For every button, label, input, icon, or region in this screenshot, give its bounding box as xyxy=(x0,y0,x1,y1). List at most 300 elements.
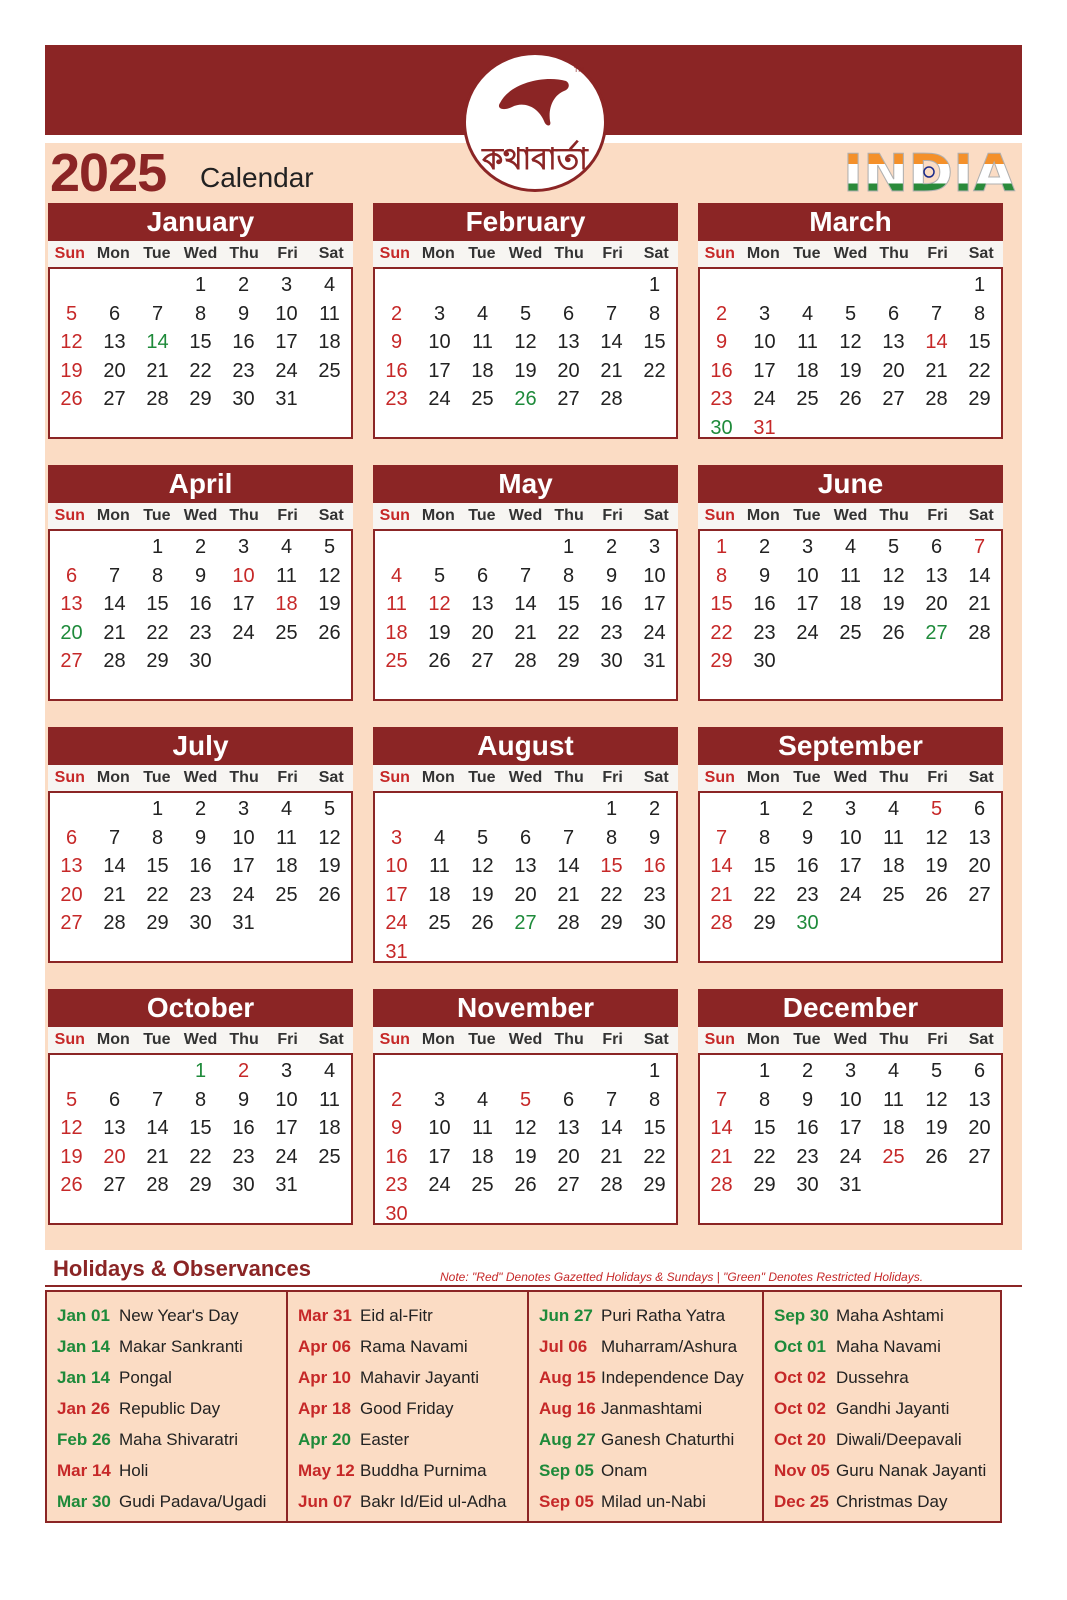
day-cell: 24 xyxy=(428,388,451,410)
weekday-header xyxy=(48,503,353,529)
day-cell: 8 xyxy=(194,302,207,325)
day-cell: 26 xyxy=(60,388,83,410)
weekday-label: Sat xyxy=(643,1031,669,1048)
day-cell: 22 xyxy=(189,359,212,382)
day-cell: 23 xyxy=(385,388,408,410)
day-cell: 1 xyxy=(715,536,728,558)
holiday-name: Republic Day xyxy=(119,1398,221,1418)
day-cell: 27 xyxy=(968,883,991,906)
day-cell: 4 xyxy=(476,302,489,325)
day-cell: 13 xyxy=(514,855,537,877)
weekday-label: Thu xyxy=(879,507,909,524)
day-cell: 19 xyxy=(514,359,537,382)
empty-cell xyxy=(50,795,93,824)
day-cell: 11 xyxy=(883,826,904,849)
day-cell: 9 xyxy=(390,331,403,353)
day-cell: 22 xyxy=(968,359,991,382)
day-cell: 7 xyxy=(930,302,943,325)
day-cell: 3 xyxy=(844,1060,857,1082)
weekday-header xyxy=(48,1027,353,1053)
day-cell: 8 xyxy=(151,826,164,849)
weekday-label: Fri xyxy=(277,245,298,262)
day-grid xyxy=(48,267,353,439)
day-cell: 28 xyxy=(146,1174,169,1196)
month-november xyxy=(373,989,678,1235)
day-cell: 21 xyxy=(103,883,126,906)
holiday-name: Gandhi Jayanti xyxy=(836,1398,950,1418)
day-cell: 15 xyxy=(557,593,580,615)
empty-cell xyxy=(461,271,504,300)
day-cell: 31 xyxy=(385,940,408,963)
day-cell: 30 xyxy=(796,1174,819,1196)
holiday-date: Aug 27 xyxy=(539,1429,596,1449)
day-cell: 6 xyxy=(519,826,532,849)
holiday-date: Sep 30 xyxy=(774,1305,829,1325)
day-cell: 25 xyxy=(882,883,905,906)
weekday-label: Thu xyxy=(554,769,584,786)
day-cell: 16 xyxy=(796,1117,819,1139)
day-cell: 6 xyxy=(108,1088,121,1111)
holiday-row xyxy=(47,1424,286,1455)
month-may xyxy=(373,465,678,711)
day-cell: 14 xyxy=(968,564,991,587)
day-cell: 19 xyxy=(318,593,341,615)
day-cell: 10 xyxy=(839,1088,862,1111)
day-cell: 30 xyxy=(232,1174,255,1196)
day-cell: 18 xyxy=(318,331,341,353)
day-cell: 27 xyxy=(557,1174,580,1196)
holiday-name: Holi xyxy=(119,1460,149,1480)
holiday-date: Jan 14 xyxy=(57,1367,110,1387)
month-title: March xyxy=(698,203,1003,241)
month-march xyxy=(698,203,1003,449)
holiday-row xyxy=(47,1455,286,1486)
holiday-row xyxy=(47,1362,286,1393)
weekday-label: Tue xyxy=(793,245,821,262)
day-cell: 16 xyxy=(385,1145,408,1168)
day-cell: 2 xyxy=(390,302,403,325)
day-cell: 19 xyxy=(318,855,341,877)
holiday-name: Muharram/Ashura xyxy=(601,1336,738,1356)
holiday-name: Christmas Day xyxy=(836,1491,948,1511)
day-cell: 22 xyxy=(753,1145,776,1168)
day-cell: 17 xyxy=(275,1117,298,1139)
empty-cell xyxy=(743,271,786,300)
empty-cell xyxy=(375,271,418,300)
month-title: July xyxy=(48,727,353,765)
weekday-label: Thu xyxy=(229,245,259,262)
weekday-label: Wed xyxy=(833,1031,868,1048)
day-cell: 4 xyxy=(887,1060,900,1082)
day-cell: 7 xyxy=(605,1088,618,1111)
day-cell: 5 xyxy=(65,302,78,325)
day-cell: 23 xyxy=(600,621,623,644)
holiday-name: Puri Ratha Yatra xyxy=(601,1305,726,1325)
day-cell: 18 xyxy=(318,1117,341,1139)
day-cell: 21 xyxy=(103,621,126,644)
day-cell: 30 xyxy=(189,912,212,934)
day-cell: 12 xyxy=(839,331,862,353)
day-cell: 18 xyxy=(471,359,494,382)
day-cell: 11 xyxy=(276,826,297,849)
day-cell: 3 xyxy=(390,826,403,849)
month-february xyxy=(373,203,678,449)
holiday-row xyxy=(529,1424,762,1455)
empty-cell xyxy=(50,271,93,300)
holiday-name: Easter xyxy=(360,1429,410,1449)
weekday-label: Wed xyxy=(833,507,868,524)
day-cell: 22 xyxy=(189,1145,212,1168)
empty-cell xyxy=(700,795,743,824)
month-january xyxy=(48,203,353,449)
holiday-column xyxy=(529,1292,764,1521)
weekday-label: Tue xyxy=(143,1031,171,1048)
day-cell: 5 xyxy=(519,1088,532,1111)
day-cell: 20 xyxy=(60,621,83,644)
weekday-label: Sun xyxy=(704,1031,735,1048)
holiday-date: Feb 26 xyxy=(57,1429,111,1449)
empty-cell xyxy=(547,271,590,300)
day-cell: 11 xyxy=(319,302,340,325)
day-cell: 11 xyxy=(429,855,450,877)
month-title: September xyxy=(698,727,1003,765)
day-cell: 6 xyxy=(65,564,78,587)
holiday-name: Maha Ashtami xyxy=(836,1305,944,1325)
day-cell: 4 xyxy=(280,798,293,820)
weekday-label: Thu xyxy=(229,769,259,786)
empty-cell xyxy=(700,271,743,300)
day-cell: 27 xyxy=(968,1145,991,1168)
day-cell: 26 xyxy=(839,388,862,410)
day-cell: 13 xyxy=(60,855,83,877)
day-cell: 17 xyxy=(428,1145,451,1168)
logo-wordmark: কথাবার্তা xyxy=(482,142,588,177)
day-cell: 30 xyxy=(643,912,666,934)
day-cell: 29 xyxy=(600,912,623,934)
empty-cell xyxy=(93,271,136,300)
day-cell: 19 xyxy=(514,1145,537,1168)
day-cell: 10 xyxy=(428,331,451,353)
day-cell: 1 xyxy=(973,274,986,296)
day-cell: 12 xyxy=(514,331,537,353)
holiday-row xyxy=(288,1331,527,1362)
holiday-row xyxy=(288,1486,527,1517)
day-cell: 1 xyxy=(605,798,618,820)
holiday-date: Apr 10 xyxy=(298,1367,351,1387)
holiday-row xyxy=(529,1486,762,1517)
day-cell: 4 xyxy=(433,826,446,849)
empty-cell xyxy=(461,795,504,824)
holiday-row xyxy=(764,1300,1000,1331)
weekday-label: Wed xyxy=(833,769,868,786)
day-cell: 28 xyxy=(103,912,126,934)
weekday-label: Tue xyxy=(793,1031,821,1048)
empty-cell xyxy=(504,533,547,562)
empty-cell xyxy=(50,533,93,562)
day-cell: 26 xyxy=(60,1174,83,1196)
day-cell: 13 xyxy=(557,1117,580,1139)
day-cell: 16 xyxy=(232,331,255,353)
holiday-date: Jun 27 xyxy=(539,1305,593,1325)
day-cell: 28 xyxy=(600,388,623,410)
holiday-column xyxy=(47,1292,288,1521)
day-grid xyxy=(373,267,678,439)
holiday-date: Aug 16 xyxy=(539,1398,596,1418)
weekday-label: Mon xyxy=(96,769,130,786)
day-cell: 12 xyxy=(514,1117,537,1139)
weekday-label: Sun xyxy=(54,769,85,786)
day-cell: 4 xyxy=(887,798,900,820)
day-cell: 30 xyxy=(385,1202,408,1225)
day-cell: 10 xyxy=(385,855,408,877)
weekday-label: Sun xyxy=(379,769,410,786)
day-cell: 24 xyxy=(839,883,862,906)
empty-cell xyxy=(375,533,418,562)
day-cell: 9 xyxy=(758,564,771,587)
holiday-name: Dussehra xyxy=(836,1367,909,1387)
weekday-label: Mon xyxy=(421,507,455,524)
day-cell: 20 xyxy=(557,359,580,382)
day-cell: 5 xyxy=(323,798,336,820)
month-title: November xyxy=(373,989,678,1027)
day-cell: 3 xyxy=(801,536,814,558)
empty-cell xyxy=(418,533,461,562)
day-cell: 11 xyxy=(472,1117,493,1139)
day-cell: 17 xyxy=(839,1117,862,1139)
weekday-label: Sun xyxy=(704,769,735,786)
day-cell: 10 xyxy=(753,331,776,353)
day-cell: 28 xyxy=(146,388,169,410)
day-cell: 17 xyxy=(796,593,819,615)
day-cell: 8 xyxy=(758,826,771,849)
day-cell: 8 xyxy=(648,302,661,325)
day-cell: 11 xyxy=(883,1088,904,1111)
day-cell: 22 xyxy=(643,1145,666,1168)
day-cell: 22 xyxy=(146,883,169,906)
weekday-label: Tue xyxy=(468,769,496,786)
day-cell: 22 xyxy=(753,883,776,906)
day-cell: 11 xyxy=(386,593,407,615)
day-cell: 26 xyxy=(514,388,537,410)
country-name: INDIA xyxy=(843,147,1015,197)
weekday-label: Wed xyxy=(508,1031,543,1048)
month-august xyxy=(373,727,678,973)
month-september xyxy=(698,727,1003,973)
holiday-name: Ganesh Chaturthi xyxy=(601,1429,735,1449)
day-cell: 6 xyxy=(562,302,575,325)
day-cell: 22 xyxy=(557,621,580,644)
weekday-label: Wed xyxy=(508,769,543,786)
holiday-date: Sep 05 xyxy=(539,1460,594,1480)
day-cell: 4 xyxy=(323,274,336,296)
day-cell: 18 xyxy=(275,855,298,877)
day-cell: 31 xyxy=(643,650,666,672)
day-cell: 24 xyxy=(428,1174,451,1196)
day-cell: 26 xyxy=(925,1145,948,1168)
empty-cell xyxy=(461,1057,504,1086)
day-cell: 24 xyxy=(753,388,776,410)
day-cell: 17 xyxy=(643,593,666,615)
holiday-date: Jan 14 xyxy=(57,1336,110,1356)
empty-cell xyxy=(504,795,547,824)
day-cell: 29 xyxy=(643,1174,666,1196)
day-cell: 28 xyxy=(925,388,948,410)
day-cell: 8 xyxy=(605,826,618,849)
day-cell: 17 xyxy=(839,855,862,877)
day-cell: 30 xyxy=(710,416,733,439)
day-cell: 24 xyxy=(839,1145,862,1168)
holiday-row xyxy=(764,1486,1000,1517)
day-cell: 14 xyxy=(514,593,537,615)
day-cell: 27 xyxy=(557,388,580,410)
day-grid xyxy=(373,1053,678,1225)
day-cell: 2 xyxy=(715,302,728,325)
holiday-name: Maha Shivaratri xyxy=(119,1429,239,1449)
day-cell: 18 xyxy=(839,593,862,615)
day-cell: 22 xyxy=(600,883,623,906)
month-title: June xyxy=(698,465,1003,503)
weekday-label: Sun xyxy=(54,1031,85,1048)
day-cell: 15 xyxy=(146,855,169,877)
holiday-row xyxy=(764,1393,1000,1424)
day-cell: 29 xyxy=(753,912,776,934)
weekday-label: Mon xyxy=(421,1031,455,1048)
day-cell: 12 xyxy=(428,593,451,615)
day-cell: 30 xyxy=(232,388,255,410)
empty-cell xyxy=(872,271,915,300)
holiday-date: Mar 30 xyxy=(57,1491,111,1511)
day-cell: 9 xyxy=(801,1088,814,1111)
empty-cell xyxy=(786,271,829,300)
day-cell: 19 xyxy=(60,1145,83,1168)
holiday-name: Diwali/Deepavali xyxy=(836,1429,962,1449)
weekday-header xyxy=(698,765,1003,791)
weekday-label: Tue xyxy=(143,245,171,262)
day-cell: 25 xyxy=(882,1145,905,1168)
day-cell: 3 xyxy=(237,536,250,558)
day-cell: 8 xyxy=(648,1088,661,1111)
weekday-label: Fri xyxy=(927,769,948,786)
weekday-header xyxy=(373,241,678,267)
holiday-name: Janmashtami xyxy=(601,1398,703,1418)
day-cell: 3 xyxy=(280,1060,293,1082)
day-cell: 4 xyxy=(280,536,293,558)
weekday-label: Sun xyxy=(54,245,85,262)
day-cell: 25 xyxy=(839,621,862,644)
day-cell: 13 xyxy=(471,593,494,615)
empty-cell xyxy=(590,271,633,300)
day-cell: 7 xyxy=(519,564,532,587)
day-cell: 26 xyxy=(318,621,341,644)
day-cell: 1 xyxy=(151,536,164,558)
day-cell: 6 xyxy=(973,1060,986,1082)
weekday-label: Wed xyxy=(183,245,218,262)
holiday-name: Independence Day xyxy=(601,1367,744,1387)
day-cell: 4 xyxy=(801,302,814,325)
day-cell: 6 xyxy=(887,302,900,325)
weekday-header xyxy=(373,765,678,791)
day-cell: 22 xyxy=(146,621,169,644)
weekday-label: Thu xyxy=(879,245,909,262)
day-cell: 1 xyxy=(562,536,575,558)
holiday-date: Oct 02 xyxy=(774,1398,826,1418)
day-grid xyxy=(698,529,1003,701)
day-cell: 12 xyxy=(925,1088,948,1111)
day-cell: 31 xyxy=(839,1174,862,1196)
day-cell: 18 xyxy=(275,593,298,615)
day-cell: 21 xyxy=(710,1145,733,1168)
day-cell: 26 xyxy=(318,883,341,906)
day-cell: 16 xyxy=(385,359,408,382)
day-cell: 24 xyxy=(385,912,408,934)
day-cell: 23 xyxy=(385,1174,408,1196)
day-cell: 7 xyxy=(715,826,728,849)
day-cell: 20 xyxy=(968,855,991,877)
day-cell: 23 xyxy=(796,883,819,906)
holiday-row xyxy=(529,1393,762,1424)
calendar-subtitle: Calendar xyxy=(200,162,314,193)
day-cell: 13 xyxy=(557,331,580,353)
holiday-row xyxy=(764,1424,1000,1455)
day-cell: 24 xyxy=(643,621,666,644)
day-cell: 24 xyxy=(796,621,819,644)
day-cell: 16 xyxy=(189,593,212,615)
empty-cell xyxy=(50,1057,93,1086)
day-cell: 19 xyxy=(925,855,948,877)
day-cell: 14 xyxy=(710,855,733,877)
day-cell: 27 xyxy=(103,388,126,410)
day-cell: 6 xyxy=(930,536,943,558)
day-cell: 20 xyxy=(557,1145,580,1168)
holiday-name: Maha Navami xyxy=(836,1336,941,1356)
day-cell: 25 xyxy=(318,1145,341,1168)
day-cell: 25 xyxy=(471,1174,494,1196)
day-cell: 4 xyxy=(390,564,403,587)
day-cell: 8 xyxy=(151,564,164,587)
holiday-column xyxy=(288,1292,529,1521)
day-cell: 7 xyxy=(108,564,121,587)
day-cell: 21 xyxy=(600,359,623,382)
day-cell: 7 xyxy=(973,536,986,558)
day-cell: 8 xyxy=(562,564,575,587)
day-cell: 14 xyxy=(925,331,948,353)
day-cell: 5 xyxy=(433,564,446,587)
weekday-label: Thu xyxy=(554,245,584,262)
weekday-label: Wed xyxy=(183,507,218,524)
day-cell: 21 xyxy=(514,621,537,644)
holidays-table xyxy=(45,1290,1002,1523)
day-cell: 13 xyxy=(60,593,83,615)
weekday-label: Mon xyxy=(421,769,455,786)
day-cell: 30 xyxy=(189,650,212,672)
weekday-label: Sat xyxy=(968,507,994,524)
day-cell: 10 xyxy=(232,564,255,587)
day-cell: 1 xyxy=(648,1060,661,1082)
empty-cell xyxy=(375,1057,418,1086)
day-cell: 6 xyxy=(476,564,489,587)
weekday-label: Thu xyxy=(229,507,259,524)
month-title: January xyxy=(48,203,353,241)
holiday-name: Mahavir Jayanti xyxy=(360,1367,480,1387)
holiday-row xyxy=(764,1362,1000,1393)
day-cell: 2 xyxy=(605,536,618,558)
day-cell: 24 xyxy=(275,1145,298,1168)
empty-cell xyxy=(418,271,461,300)
day-cell: 21 xyxy=(968,593,991,615)
month-october xyxy=(48,989,353,1235)
weekday-label: Sun xyxy=(379,245,410,262)
weekday-label: Wed xyxy=(183,769,218,786)
